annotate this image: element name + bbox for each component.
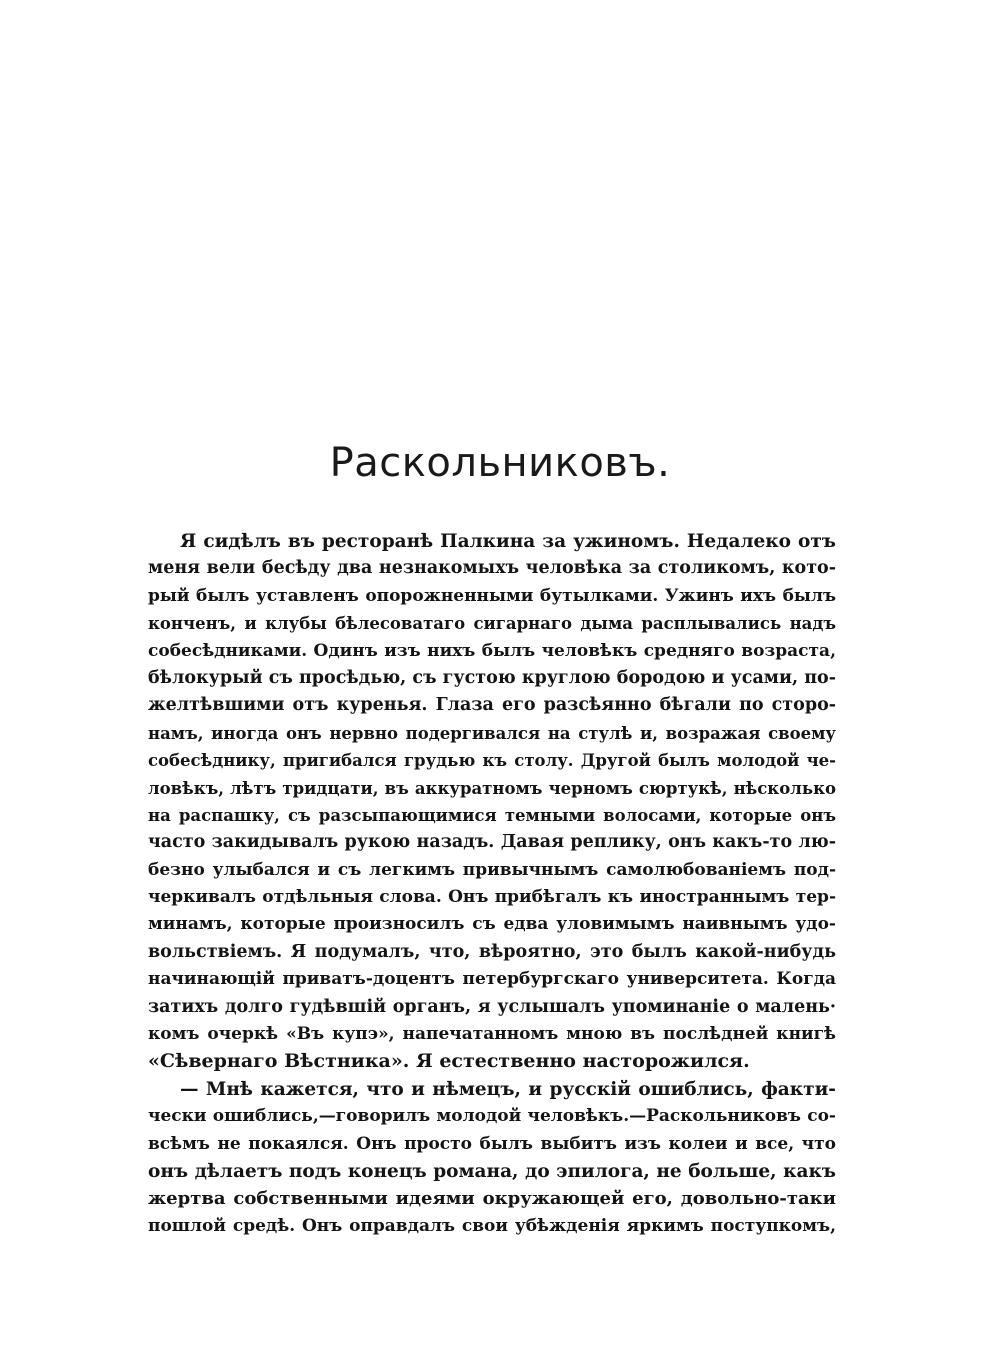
text-line: бѣлокурый съ просѣдью, съ густою круглою бородою и усами, по-: [148, 667, 836, 688]
text-line: «Сѣвернаго Вѣстника». Я естественно насторожился.: [148, 1050, 750, 1073]
text-line: пошлой средѣ. Онъ оправдалъ свои убѣжденія яркимъ поступкомъ,: [148, 1215, 836, 1236]
text-line: комъ очеркѣ «Въ купэ», напечатанномъ мною въ послѣдней книгѣ: [148, 1024, 836, 1045]
text-line: минамъ, которые произносилъ съ едва уловимымъ наивнымъ удо-: [148, 914, 836, 935]
text-line: собесѣднику, пригибался грудью къ столу. Другой былъ молодой че-: [148, 751, 836, 771]
text-line: вольствіемъ. Я подумалъ, что, вѣроятно, это былъ какой-нибудь: [148, 941, 836, 962]
text-line: конченъ, и клубы бѣлесоватаго сигарнаго дыма расплывались надъ: [148, 614, 836, 634]
text-line: черкивалъ отдѣльныя слова. Онъ прибѣгалъ къ иностраннымъ тер-: [148, 887, 836, 908]
text-line: — Мнѣ кажется, что и нѣмецъ, и русскій ошиблись, факти-: [180, 1078, 836, 1100]
text-line: собесѣдниками. Одинъ изъ нихъ былъ человѣкъ средняго возраста,: [148, 640, 836, 661]
text-line: на распашку, съ разсыпающимися темными волосами, которые онъ: [148, 805, 836, 825]
text-line: начинающій приватъ-доцентъ петербургскаго университета. Когда: [148, 969, 836, 990]
text-line: Я сидѣлъ въ ресторанѣ Палкина за ужиномъ. Недалеко отъ: [180, 531, 836, 552]
text-line: намъ, иногда онъ нервно подергивался на стулѣ и, возражая своему: [148, 723, 836, 743]
text-line: затихъ долго гудѣвшій органъ, я услышалъ упоминаніе о малень·: [148, 996, 836, 1017]
text-line: жертва собственными идеями окружающей его, довольно-таки: [148, 1188, 836, 1210]
text-line: желтѣвшими отъ куренья. Глаза его разсѣянно бѣгали по сторо-: [148, 695, 836, 716]
text-line: всѣмъ не покаялся. Онъ просто былъ выбитъ изъ колеи и все, что: [148, 1133, 836, 1154]
text-line: меня вели бесѣду два незнакомыхъ человѣка за столикомъ, кото-: [148, 558, 836, 579]
text-line: безно улыбался и съ легкимъ привычнымъ самолюбованіемъ под-: [148, 859, 836, 880]
chapter-title: Раскольниковъ.: [329, 440, 671, 486]
text-line: рый былъ уставленъ опорожненными бутылками. Ужинъ ихъ былъ: [148, 585, 836, 606]
body-text: [148, 528, 836, 1240]
text-line: чески ошиблись,—говорилъ молодой человѣкъ.—Раскольниковъ со-: [148, 1106, 836, 1127]
text-line: часто закидывалъ рукою назадъ. Давая реплику, онъ какъ-то лю-: [148, 832, 836, 853]
text-line: ловѣкъ, лѣтъ тридцати, въ аккуратномъ черномъ сюртукѣ, нѣсколько: [148, 778, 836, 798]
text-line: онъ дѣлаетъ подъ конецъ романа, до эпилога, не больше, какъ: [148, 1160, 836, 1182]
